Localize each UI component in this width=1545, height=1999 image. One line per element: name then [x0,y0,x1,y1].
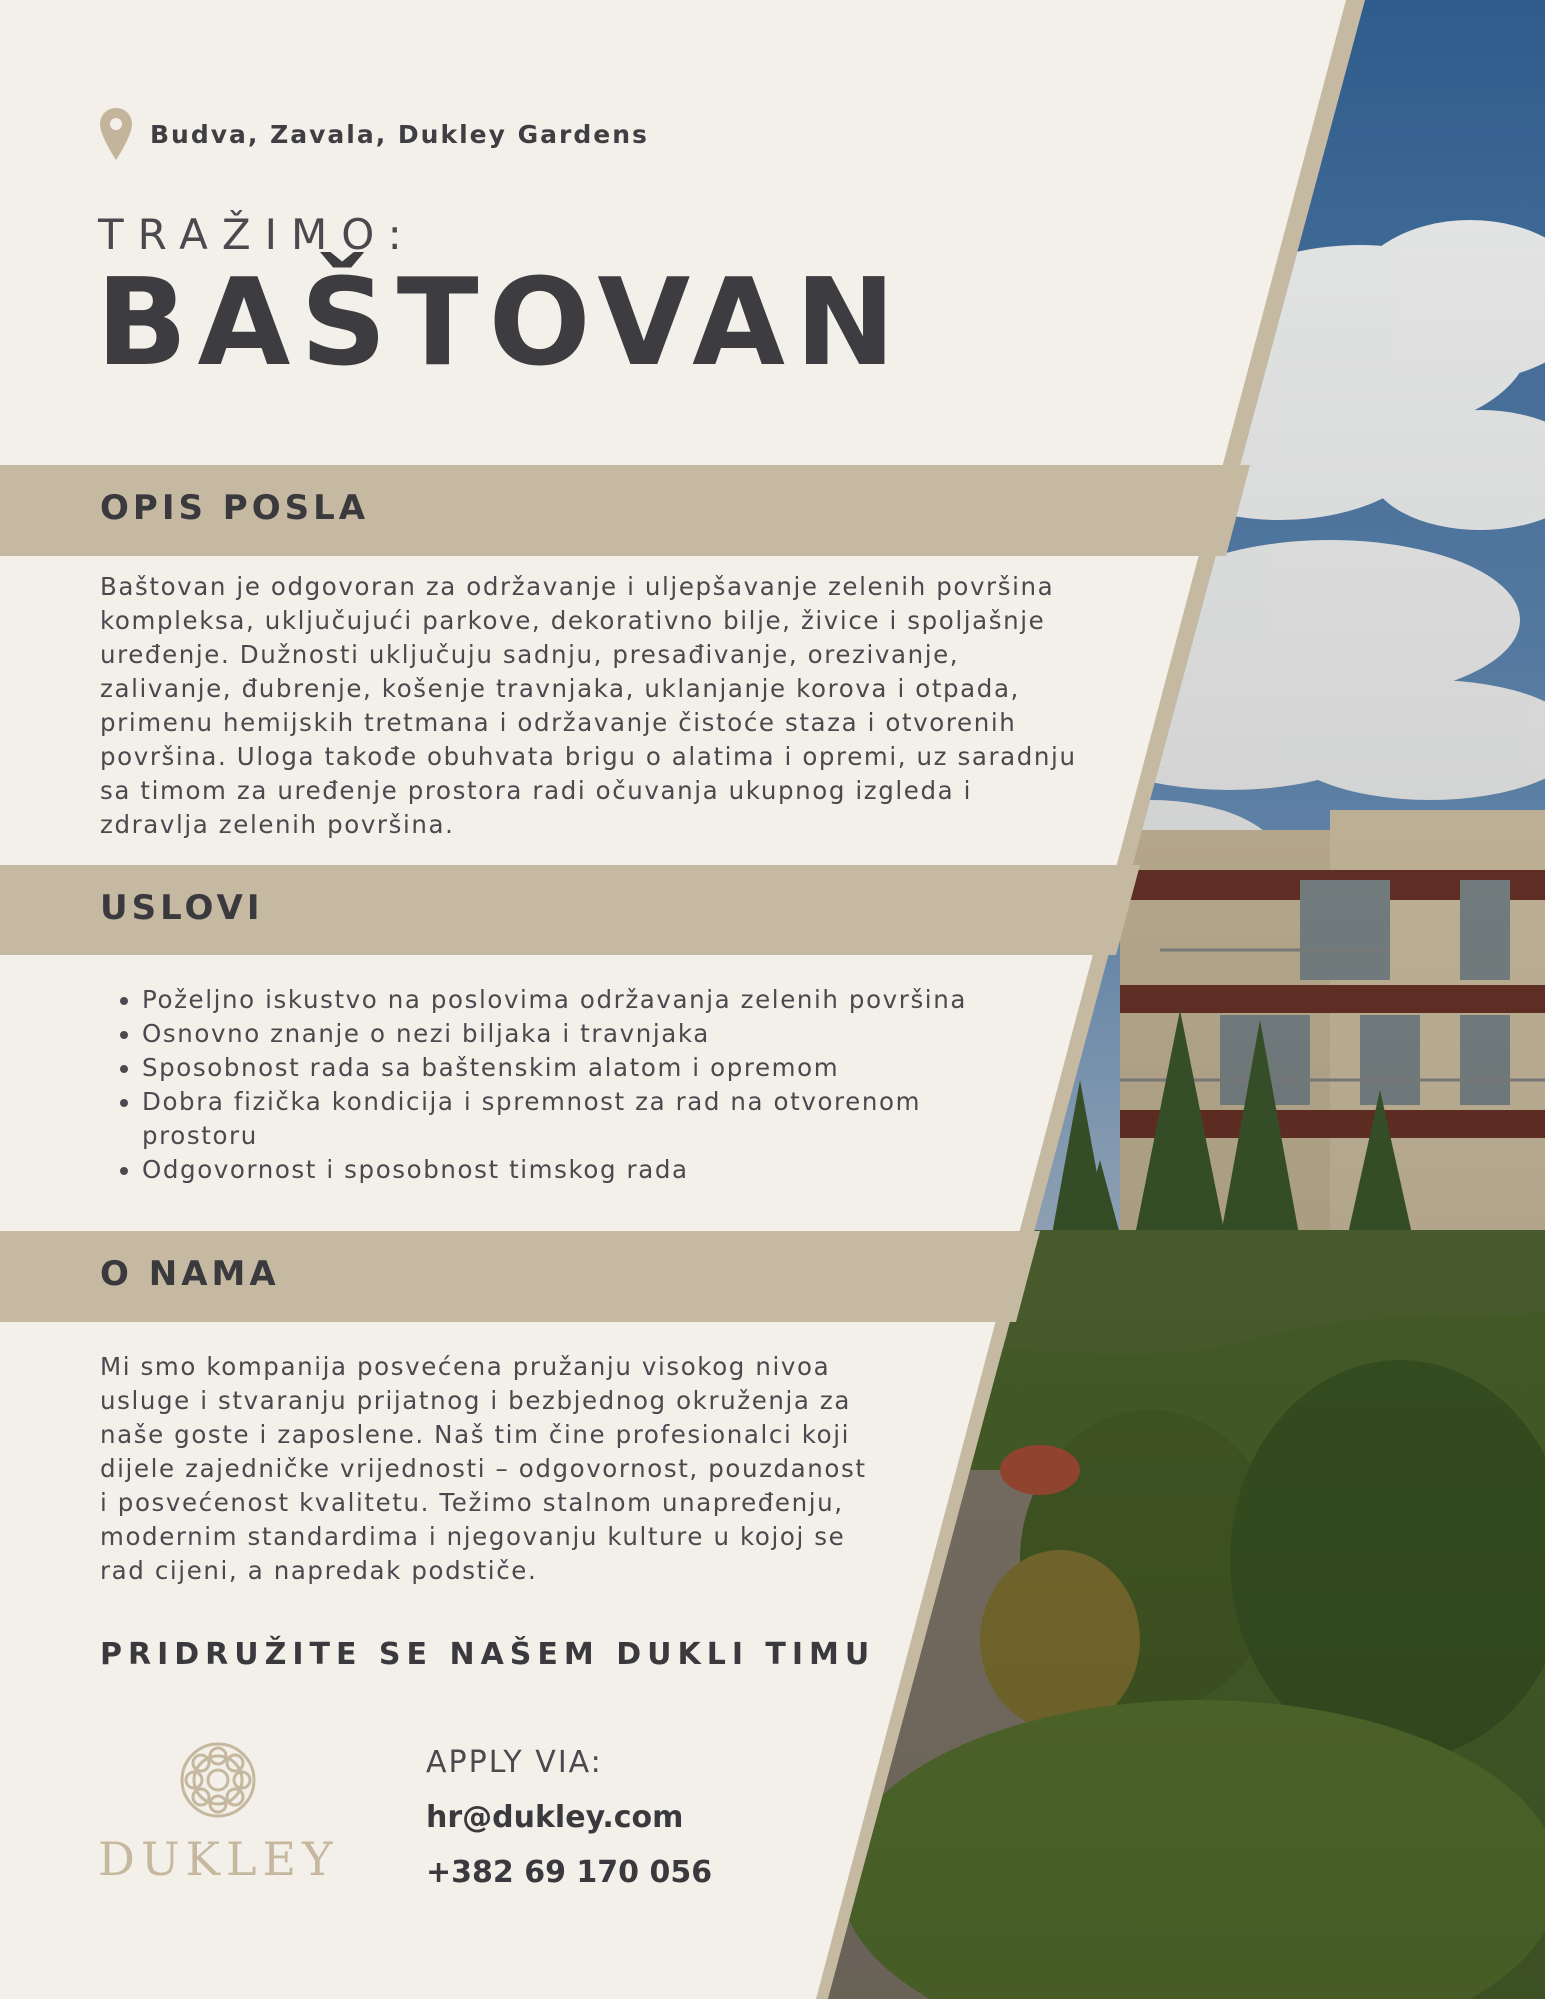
about-line: usluge i stvaranju prijatnog i bezbjednog okruženja za [100,1386,852,1415]
description-line: površina. Uloga takođe obuhvata brigu o alatima i opremi, uz saradnju [100,742,1077,771]
phone-link[interactable]: +382 69 170 056 [426,1855,713,1890]
dukley-ornament-icon [178,1740,258,1820]
description-line: uređenje. Dužnosti uključuju sadnju, presađivanje, orezivanje, [100,640,960,669]
about-line: naše goste i zaposlene. Naš tim čine profesionalci koji [100,1420,851,1449]
location [100,104,649,164]
list-item: • Osnovno znanje o nezi biljaka i travnjaka [142,1017,1062,1051]
description-line: primenu hemijskih tretmana i održavanje čistoće staza i otvorenih [100,708,1017,737]
cta-heading: PRIDRUŽITE SE NAŠEM DUKLI TIMU [100,1637,876,1672]
seeking-label: TRAŽIMO: [98,210,416,259]
job-title: BAŠTOVAN [96,254,906,393]
section-title-requirements: USLOVI [100,888,264,928]
description-text [100,570,1077,842]
list-item: • Dobra fizička kondicija i spremnost za rad na otvorenom prostoru [142,1085,962,1153]
logo-text: DUKLEY [98,1832,339,1886]
location-text: Budva, Zavala, Dukley Gardens [150,119,649,149]
about-line: modernim standardima i njegovanju kulture u kojoj se [100,1522,846,1551]
list-item: • Sposobnost rada sa baštenskim alatom i opremom [142,1051,1062,1085]
apply-label: APPLY VIA: [426,1745,603,1780]
description-line: kompleksa, uključujući parkove, dekorativno bilje, živice i spoljašnje [100,606,1046,635]
description-line: Baštovan je odgovoran za održavanje i uljepšavanje zelenih površina [100,572,1055,601]
map-pin-icon [100,108,132,160]
dukley-logo [98,1740,338,1890]
description-line: sa timom za uređenje prostora radi očuvanja ukupnog izgleda i [100,776,973,805]
email-link[interactable]: hr@dukley.com [426,1800,684,1835]
list-item: • Poželjno iskustvo na poslovima održavanja zelenih površina [142,983,1062,1017]
about-line: rad cijeni, a napredak podstiče. [100,1556,538,1585]
section-title-about: O NAMA [100,1254,280,1294]
description-line: zdravlja zelenih površina. [100,810,455,839]
description-line: zalivanje, đubrenje, košenje travnjaka, uklanjanje korova i otpada, [100,674,1020,703]
about-line: Mi smo kompanija posvećena pružanju visokog nivoa [100,1352,831,1381]
section-title-description: OPIS POSLA [100,488,370,528]
about-line: i posvećenost kvalitetu. Težimo stalnom unapređenju, [100,1488,844,1517]
list-item: • Odgovornost i sposobnost timskog rada [142,1153,1062,1187]
requirements-list [100,983,1062,1187]
about-line: dijele zajedničke vrijednosti – odgovornost, pouzdanost [100,1454,867,1483]
about-text [100,1350,867,1588]
